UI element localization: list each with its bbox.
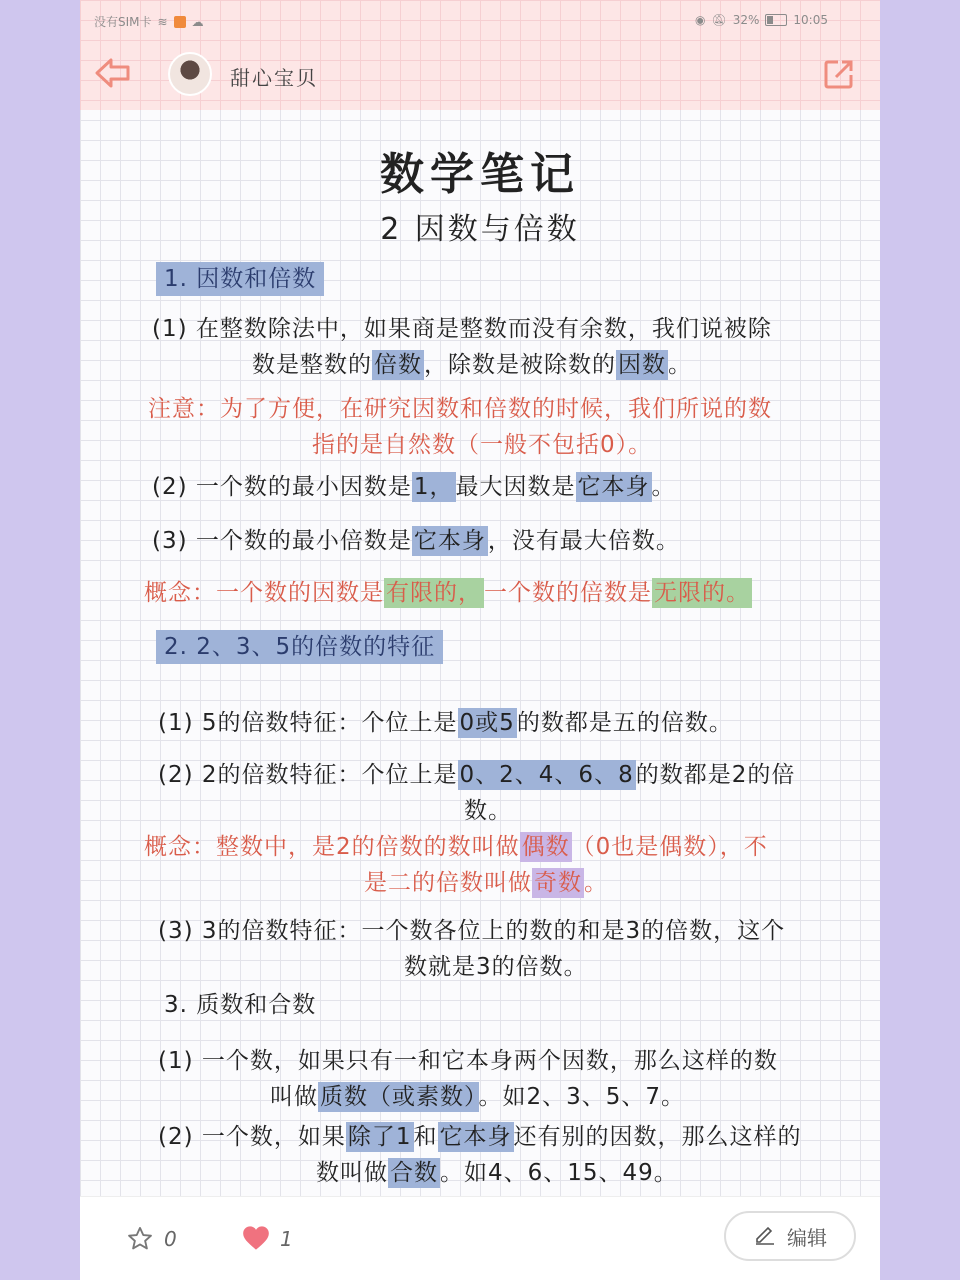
- avatar[interactable]: [168, 52, 212, 96]
- text: (2) 2的倍数特征：个位上是: [158, 762, 458, 788]
- text: (2) 一个数的最小因数是: [152, 474, 412, 500]
- note-1a: 注意：为了方便，在研究因数和倍数的时候，我们所说的数: [148, 396, 772, 422]
- note-title: 数学笔记: [380, 149, 580, 200]
- highlight: 无限的。: [654, 580, 750, 606]
- highlight: 倍数: [374, 352, 422, 378]
- note-1b: 指的是自然数（一般不包括0）。: [312, 432, 653, 458]
- heart-icon[interactable]: [242, 1225, 270, 1255]
- battery-icon: [765, 14, 787, 26]
- text: 概念：整数中，是2的倍数的数叫做: [144, 834, 520, 860]
- point-2: [158, 758, 795, 792]
- edit-label: 编辑: [787, 1225, 827, 1250]
- author-name[interactable]: 甜心宝贝: [230, 66, 318, 90]
- text: 数是整数的: [252, 352, 372, 378]
- top-bar: [80, 0, 880, 110]
- text: 。如4、6、15、49。: [440, 1160, 678, 1186]
- point-1: [158, 706, 733, 740]
- concept-2b: [364, 866, 608, 900]
- highlight: 有限的，: [386, 580, 482, 606]
- text: 叫做: [270, 1084, 318, 1110]
- eye-icon: ◉: [695, 13, 706, 27]
- highlight: 1，: [413, 474, 454, 500]
- point-3b: 数就是3的倍数。: [404, 954, 588, 980]
- back-arrow-icon[interactable]: [94, 56, 134, 94]
- text: 和: [413, 1124, 438, 1150]
- mute-icon: 🔕︎: [711, 13, 727, 27]
- text: 还有别的因数，那么这样的: [513, 1124, 802, 1150]
- highlight: 它本身: [577, 474, 650, 500]
- concept-2a: [144, 830, 768, 864]
- highlight: 0、2、4、6、8: [459, 762, 634, 788]
- cloud-icon: ☁: [191, 14, 204, 29]
- battery-text: 32%: [732, 13, 760, 27]
- wifi-icon: ≋: [157, 14, 168, 29]
- highlight: 合数: [390, 1160, 438, 1186]
- app-notification-icon: [174, 16, 186, 28]
- note-subtitle: 2 因数与倍数: [380, 212, 580, 247]
- status-bar: [80, 8, 880, 36]
- text: 的数都是2的倍: [635, 762, 796, 788]
- text: 概念：一个数的因数是: [144, 580, 384, 606]
- share-icon[interactable]: [822, 57, 856, 95]
- prime-1a: (1) 一个数，如果只有一和它本身两个因数，那么这样的数: [158, 1048, 778, 1074]
- text: (2) 一个数，如果: [158, 1124, 346, 1150]
- highlight: 它本身: [413, 528, 486, 554]
- text: （0也是偶数），不: [571, 834, 768, 860]
- para-3: [152, 524, 680, 558]
- para-2: [152, 470, 676, 504]
- para-1b: [252, 348, 692, 382]
- text: ，没有最大倍数。: [487, 528, 680, 554]
- highlight: 质数（或素数）: [320, 1084, 477, 1110]
- point-3a: (3) 3的倍数特征：一个数各位上的数的和是3的倍数，这个: [158, 918, 786, 944]
- time-text: 10:05: [793, 13, 828, 27]
- text: 的数都是五的倍数。: [516, 710, 733, 736]
- text: 。: [584, 870, 608, 896]
- text: 。如2、3、5、7。: [478, 1084, 686, 1110]
- pencil-icon: [753, 1222, 777, 1251]
- highlight: 它本身: [439, 1124, 512, 1150]
- text: (3) 一个数的最小倍数是: [152, 528, 412, 554]
- like-count: 1: [280, 1227, 293, 1251]
- highlight: 因数: [618, 352, 666, 378]
- text: 最大因数是: [455, 474, 576, 500]
- prime-1b: [270, 1080, 685, 1114]
- highlight: 0或5: [459, 710, 515, 736]
- section-heading-1: 1. 因数和倍数: [156, 262, 324, 296]
- carrier-text: 没有SIM卡: [94, 15, 152, 29]
- text: 是二的倍数叫做: [364, 870, 532, 896]
- nav-bar: [80, 44, 880, 104]
- edit-button[interactable]: [724, 1211, 856, 1261]
- text: 一个数的倍数是: [484, 580, 652, 606]
- highlight: 偶数: [521, 834, 570, 860]
- section-heading-2: 2. 2、3、5的倍数的特征: [156, 630, 443, 664]
- text: ，除数是被除数的: [424, 352, 616, 378]
- section-heading-3: 3. 质数和合数: [164, 992, 317, 1018]
- highlight: 奇数: [534, 870, 582, 896]
- star-count: 0: [164, 1227, 177, 1251]
- composite-b: [316, 1156, 678, 1190]
- composite-a: [158, 1120, 802, 1154]
- point-2b: 数。: [464, 798, 512, 824]
- text: 。: [651, 474, 676, 500]
- highlight: 除了1: [347, 1124, 412, 1150]
- concept-1: [144, 576, 752, 610]
- para-1a: (1) 在整数除法中，如果商是整数而没有余数，我们说被除: [152, 316, 772, 342]
- bottom-bar: [80, 1196, 880, 1280]
- phone-screen: [80, 0, 880, 1280]
- text: 数叫做: [316, 1160, 388, 1186]
- star-icon[interactable]: [126, 1225, 154, 1257]
- text: 。: [668, 352, 692, 378]
- text: (1) 5的倍数特征：个位上是: [158, 710, 458, 736]
